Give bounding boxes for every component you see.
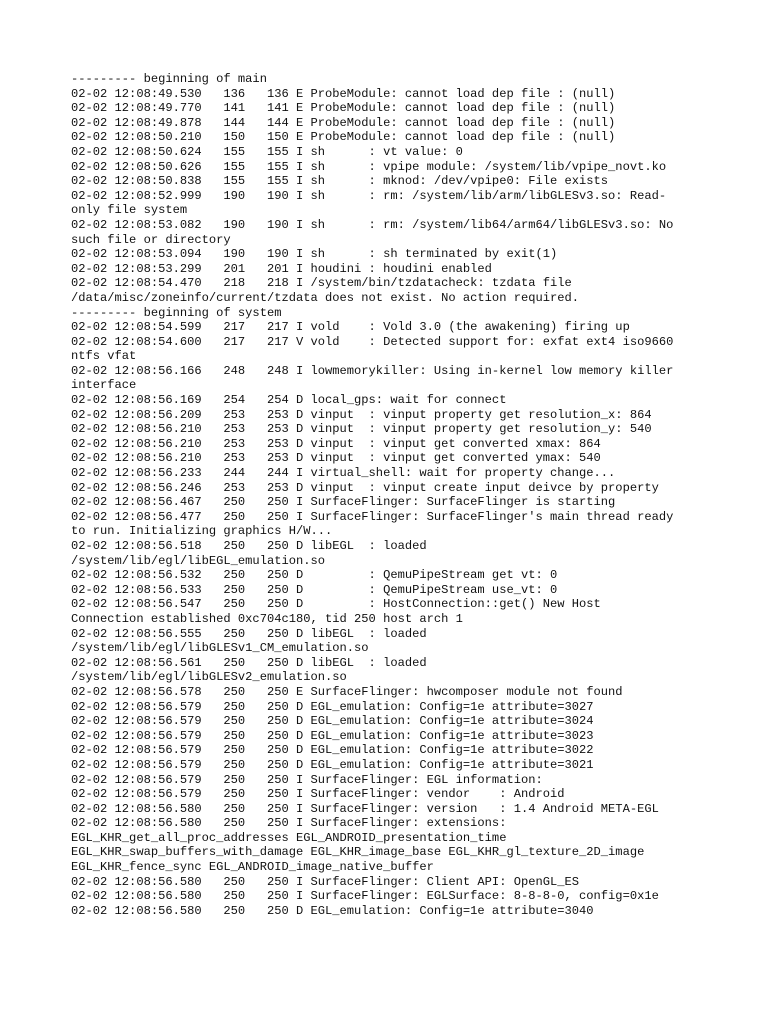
log-line: 02-02 12:08:54.470 218 218 I /system/bin/tzdatacheck: tzdata file [71,276,572,291]
log-line: 02-02 12:08:56.579 250 250 D EGL_emulation: Config=1e attribute=3024 [71,714,594,729]
log-line: Connection established 0xc704c180, tid 250 host arch 1 [71,611,463,626]
log-line: 02-02 12:08:56.579 250 250 D EGL_emulation: Config=1e attribute=3022 [71,743,594,758]
log-line: /system/lib/egl/libGLESv1_CM_emulation.so [71,641,369,656]
log-line: 02-02 12:08:56.518 250 250 D libEGL : loaded [71,539,427,553]
log-line: such file or directory [71,232,231,247]
log-line: 02-02 12:08:50.624 155 155 I sh : vt value: 0 [71,144,463,159]
log-line: interface [71,378,137,393]
log-line: 02-02 12:08:49.530 136 136 E ProbeModule: cannot load dep file : (null) [71,86,616,101]
log-line: 02-02 12:08:56.169 254 254 D local_gps: wait for connect [71,393,507,408]
log-line: 02-02 12:08:52.999 190 190 I sh : rm: /system/lib/arm/libGLESv3.so: Read- [71,188,667,203]
log-line: 02-02 12:08:56.555 250 250 D libEGL : loaded [71,626,427,641]
log-line: 02-02 12:08:56.578 250 250 E SurfaceFlinger: hwcomposer module not found [71,684,623,699]
log-line: 02-02 12:08:54.600 217 217 V vold : Detected support for: exfat ext4 iso9660 [71,334,674,349]
log-document [71,72,711,918]
log-line: --------- beginning of system [71,305,282,320]
log-line: 02-02 12:08:56.579 250 250 I SurfaceFlinger: vendor : Android [71,787,565,802]
log-line: 02-02 12:08:54.599 217 217 I vold : Vold 3.0 (the awakening) firing up [71,320,630,335]
log-line: 02-02 12:08:56.166 248 248 I lowmemorykiller: Using in-kernel low memory killer [71,363,674,378]
log-line: 02-02 12:08:56.477 250 250 I SurfaceFlinger: SurfaceFlinger's main thread ready [71,509,674,524]
log-line: 02-02 12:08:56.579 250 250 D EGL_emulation: Config=1e attribute=3027 [71,699,594,714]
log-line: 02-02 12:08:56.209 253 253 D vinput : vinput property get resolution_x: 864 [71,407,652,422]
log-line: /data/misc/zoneinfo/current/tzdata does not exist. No action required. [71,290,580,305]
log-line: ntfs vfat [71,349,137,364]
log-line: --------- beginning of main [71,72,267,86]
log-line: 02-02 12:08:56.580 250 250 I SurfaceFlinger: extensions: [71,816,507,831]
log-line: 02-02 12:08:56.547 250 250 D : HostConnection::get() New Host [71,597,601,612]
log-line: 02-02 12:08:56.579 250 250 D EGL_emulation: Config=1e attribute=3021 [71,757,594,772]
log-line: only file system [71,203,188,218]
log-line: EGL_KHR_get_all_proc_addresses EGL_ANDROID_presentation_time [71,830,507,845]
log-line: 02-02 12:08:56.561 250 250 D libEGL : loaded [71,655,427,670]
log-line: /system/lib/egl/libEGL_emulation.so [71,553,326,568]
log-line: 02-02 12:08:50.838 155 155 I sh : mknod: /dev/vpipe0: File exists [71,174,609,189]
log-line: 02-02 12:08:56.580 250 250 D EGL_emulation: Config=1e attribute=3040 [71,903,594,918]
log-line: EGL_KHR_fence_sync EGL_ANDROID_image_native_buffer [71,860,434,875]
log-line: EGL_KHR_swap_buffers_with_damage EGL_KHR_image_base EGL_KHR_gl_texture_2D_image [71,845,645,860]
log-line: 02-02 12:08:56.580 250 250 I SurfaceFlinger: Client API: OpenGL_ES [71,874,580,889]
log-line: 02-02 12:08:56.579 250 250 I SurfaceFlinger: EGL information: [71,772,543,787]
log-line: 02-02 12:08:56.210 253 253 D vinput : vinput get converted xmax: 864 [71,436,601,451]
log-line: 02-02 12:08:56.246 253 253 D vinput : vinput create input deivce by property [71,480,659,495]
log-line: 02-02 12:08:56.580 250 250 I SurfaceFlinger: version : 1.4 Android META-EGL [71,801,659,816]
log-line: to run. Initializing graphics H/W... [71,524,333,539]
log-line: 02-02 12:08:56.533 250 250 D : QemuPipeStream use_vt: 0 [71,582,558,597]
log-line: 02-02 12:08:50.210 150 150 E ProbeModule: cannot load dep file : (null) [71,130,616,145]
log-line: 02-02 12:08:50.626 155 155 I sh : vpipe module: /system/lib/vpipe_novt.ko [71,159,667,174]
log-line: 02-02 12:08:56.532 250 250 D : QemuPipeStream get vt: 0 [71,568,558,583]
log-line: 02-02 12:08:56.580 250 250 I SurfaceFlinger: EGLSurface: 8-8-8-0, config=0x1e [71,889,659,904]
log-line: 02-02 12:08:56.467 250 250 I SurfaceFlinger: SurfaceFlinger is starting [71,495,616,510]
log-line: 02-02 12:08:49.770 141 141 E ProbeModule: cannot load dep file : (null) [71,101,616,116]
log-line: 02-02 12:08:56.210 253 253 D vinput : vinput get converted ymax: 540 [71,451,601,466]
log-line: 02-02 12:08:56.579 250 250 D EGL_emulation: Config=1e attribute=3023 [71,728,594,743]
log-line: 02-02 12:08:53.082 190 190 I sh : rm: /system/lib64/arm64/libGLESv3.so: No [71,217,674,232]
log-line: /system/lib/egl/libGLESv2_emulation.so [71,670,347,685]
log-line: 02-02 12:08:53.094 190 190 I sh : sh terminated by exit(1) [71,247,558,262]
log-line: 02-02 12:08:49.878 144 144 E ProbeModule: cannot load dep file : (null) [71,115,616,130]
log-line: 02-02 12:08:56.233 244 244 I virtual_shell: wait for property change... [71,466,616,481]
log-line: 02-02 12:08:53.299 201 201 I houdini : houdini enabled [71,261,492,276]
log-text-block [71,72,711,918]
log-line: 02-02 12:08:56.210 253 253 D vinput : vinput property get resolution_y: 540 [71,422,652,437]
